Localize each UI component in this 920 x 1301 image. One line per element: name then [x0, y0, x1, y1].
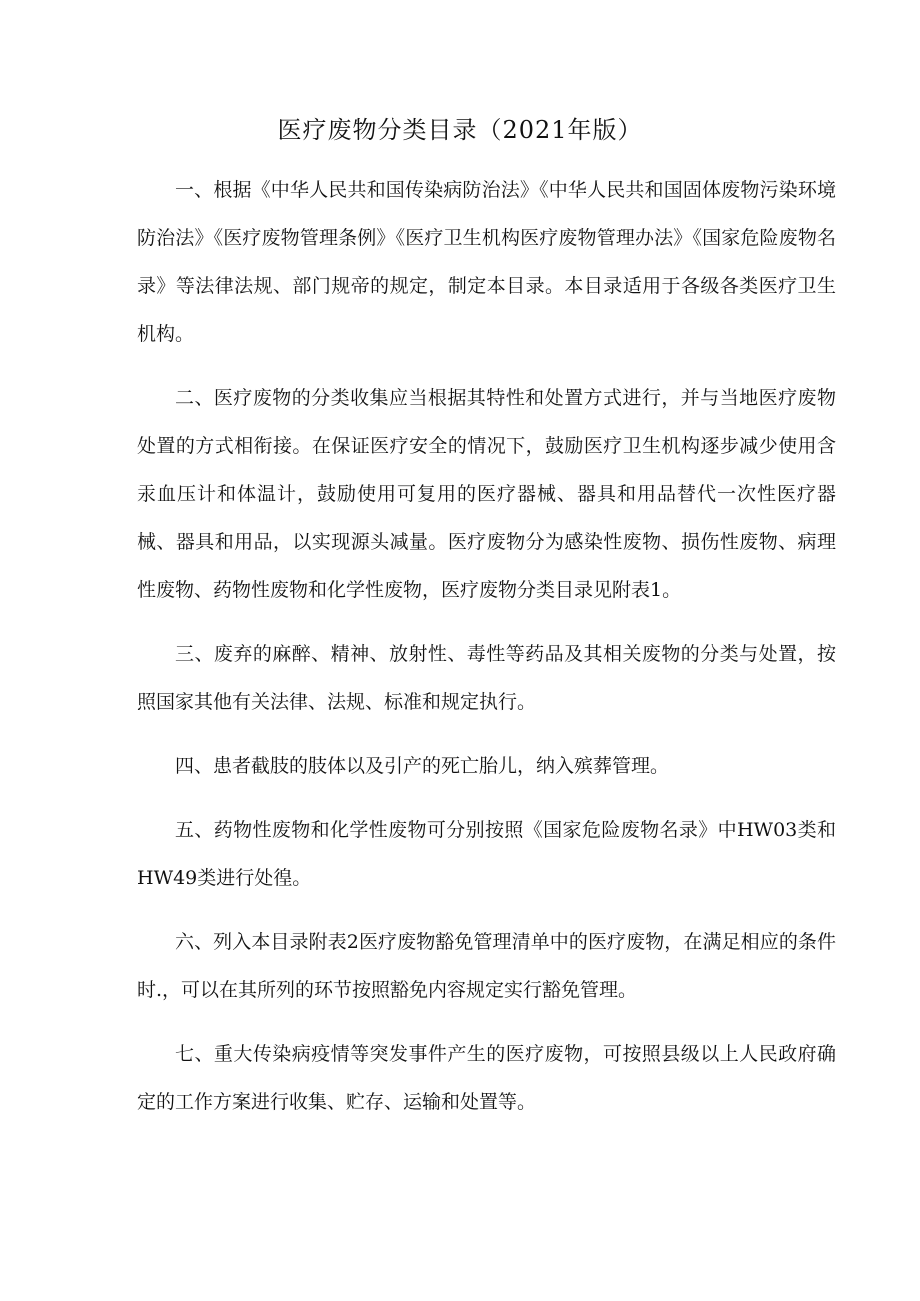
paragraph-6: 六、列入本目录附表2医疗废物豁免管理清单中的医疗废物，在满足相应的条件时.，可以在其所列的环节按照豁免内容规定实行豁免管理。 [137, 931, 836, 1001]
paragraph-5: 五、药物性废物和化学性废物可分别按照《国家危险废物名录》中HW03类和HW49类进行处徨。 [137, 819, 836, 889]
paragraph-7: 七、重大传染病疫情等突发事件产生的医疗废物，可按照县级以上人民政府确定的工作方案进行收集、贮存、运输和处置等。 [137, 1043, 836, 1113]
paragraph-4: 四、患者截肢的肢体以及引产的死亡胎儿，纳入殡葬管理。 [175, 755, 670, 777]
paragraph-2: 二、医疗废物的分类收集应当根据其特性和处置方式进行，并与当地医疗废物处置的方式相衔接。在保证医疗安全的情况下，鼓励医疗卫生机构逐步减少使用含汞血压计和体温计，鼓励使用可复用的医疗器械、器具和用品替代一次性医疗器械、器具和用品，以实现源头减量。医疗废物分为感染性废物、损伤性废物、病理性废物、药物性废物和化学性废物，医疗废物分类目录见附表1。 [137, 387, 836, 601]
document-title: 医疗废物分类目录（2021年版） [277, 116, 643, 144]
paragraph-1: 一、根据《中华人民共和国传染病防治法》《中华人民共和国固体废物污染环境防治法》《医疗废物管理条例》《医疗卫生机构医疗废物管理办法》《国家危险废物名录》等法律法规、部门规帝的规定，制定本目录。本目录适用于各级各类医疗卫生机构。 [137, 179, 836, 345]
document-body [137, 166, 836, 1142]
paragraph-3: 三、废弃的麻醉、精神、放射性、毒性等药品及其相关废物的分类与处置，按照国家其他有关法律、法规、标准和规定执行。 [137, 643, 836, 713]
